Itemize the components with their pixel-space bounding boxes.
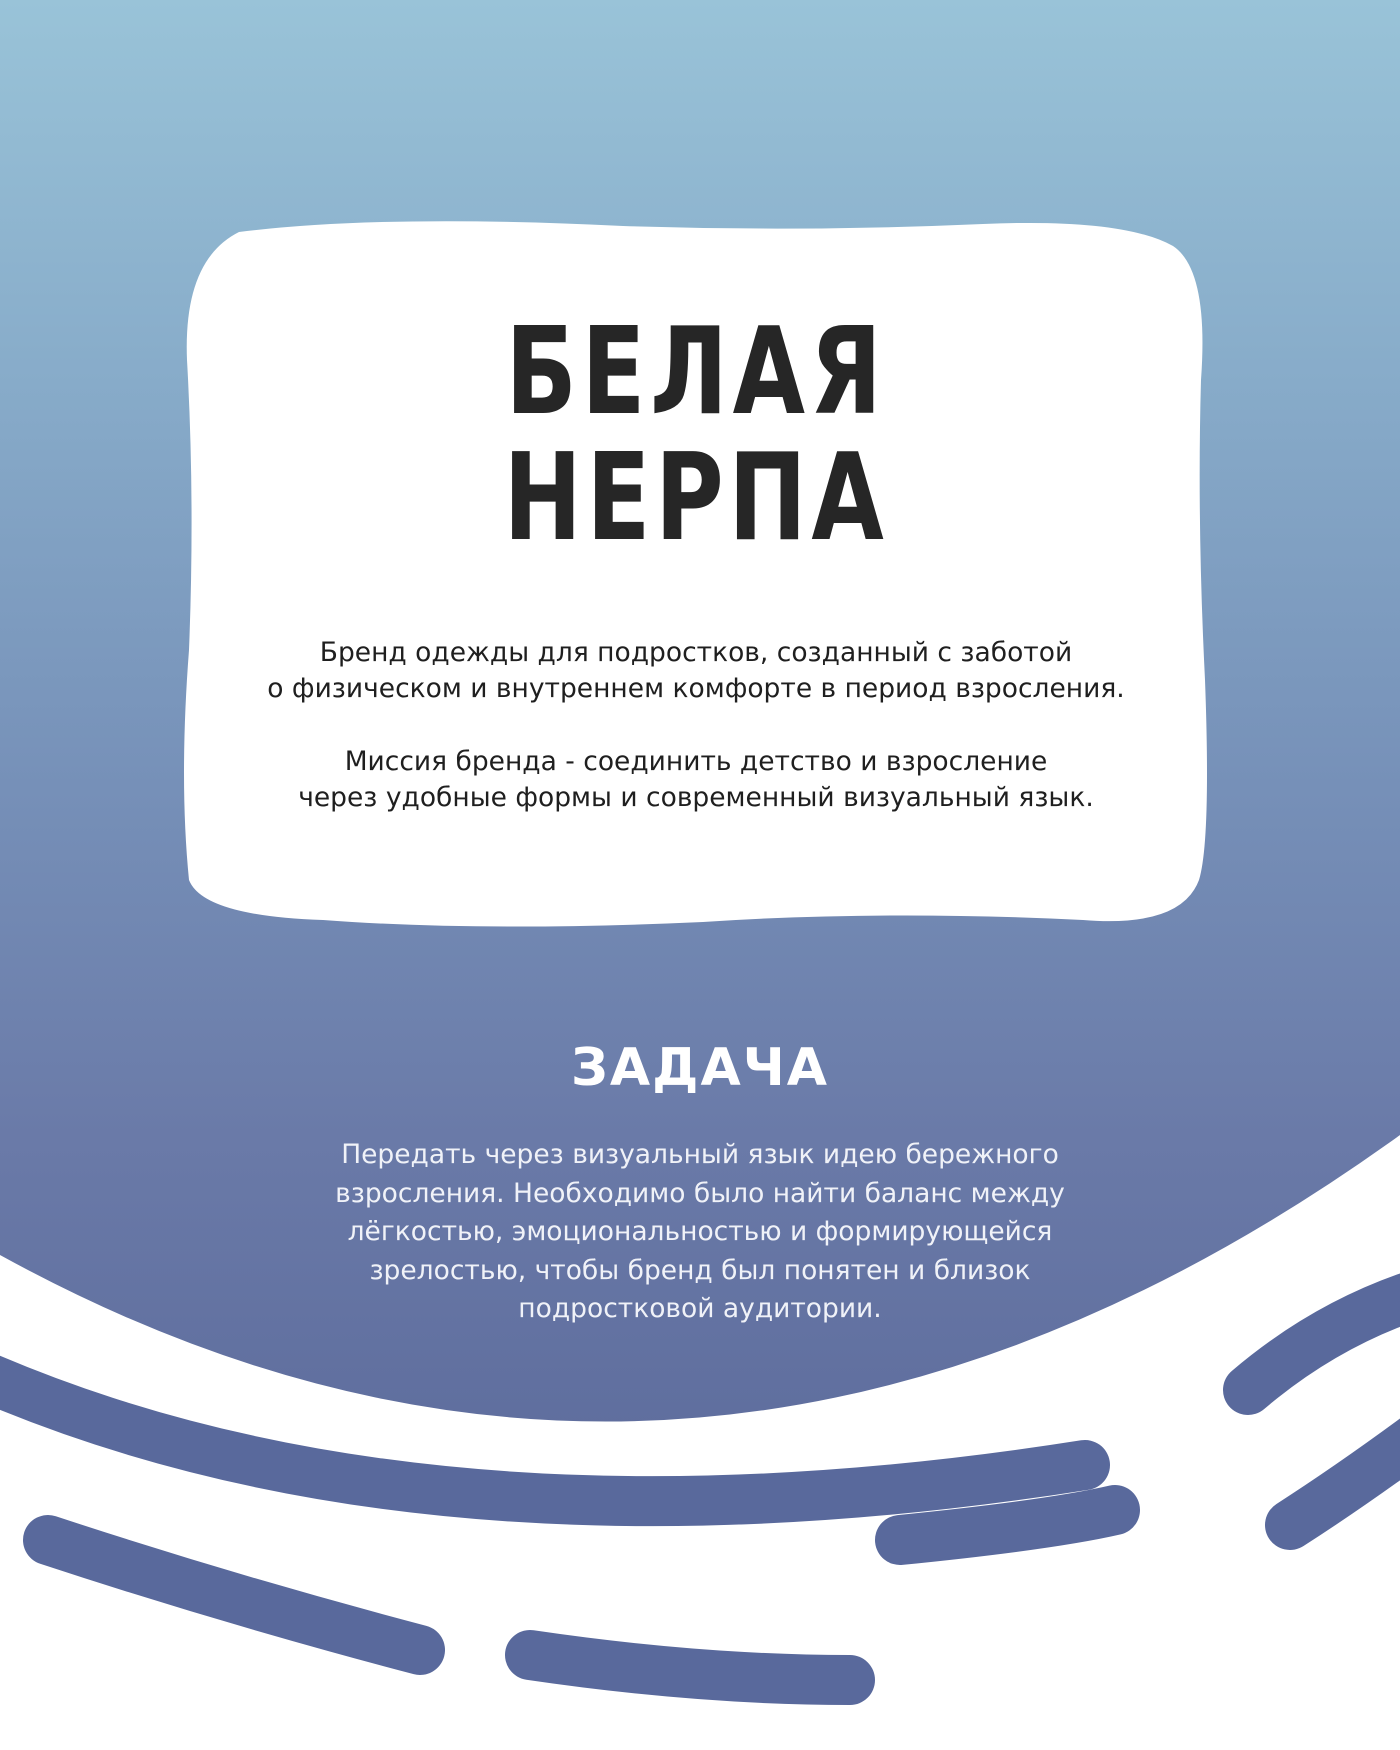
brand-mission xyxy=(183,744,1209,816)
task-description-line: Передать через визуальный язык идею бережного xyxy=(341,1139,1059,1170)
brand-title-line-2: НЕРПА xyxy=(503,429,889,568)
brand-title xyxy=(183,303,1209,568)
task-description xyxy=(0,1136,1400,1329)
task-description-line: лёгкостью, эмоциональностью и формирующейся xyxy=(347,1216,1053,1247)
task-heading: ЗАДАЧА xyxy=(570,1038,829,1098)
brand-card xyxy=(183,220,1209,928)
task-description-line: взросления. Необходимо было найти баланс между xyxy=(335,1177,1065,1209)
brand-title-line-1: БЕЛАЯ xyxy=(505,303,887,442)
brand-mission-line: Миссия бренда - соединить детство и взросление xyxy=(344,746,1048,777)
task-description-line: подростковой аудитории. xyxy=(518,1293,882,1324)
brand-description-line: о физическом и внутреннем комфорте в период взросления. xyxy=(267,673,1125,704)
task-description-line: зрелостью, чтобы бренд был понятен и близок xyxy=(369,1254,1031,1286)
brand-description-line: Бренд одежды для подростков, созданный с заботой xyxy=(319,637,1073,668)
wave-stroke xyxy=(900,1510,1115,1540)
brand-mission-line: через удобные формы и современный визуальный язык. xyxy=(298,782,1094,813)
wave-stroke xyxy=(530,1655,850,1680)
brand-description xyxy=(183,635,1209,707)
